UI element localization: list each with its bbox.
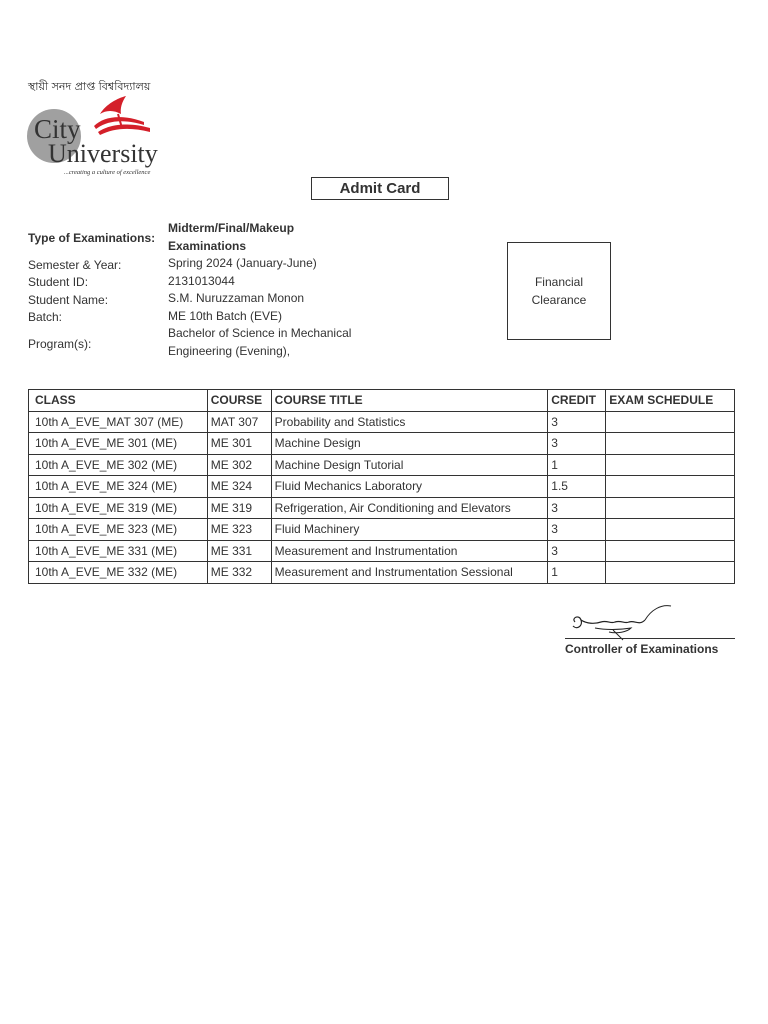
program-value-line2: Engineering (Evening), xyxy=(168,344,291,358)
cell-exam-schedule xyxy=(606,497,735,519)
table-row xyxy=(29,454,735,476)
cell-course: ME 324 xyxy=(207,476,271,498)
student-name-label: Student Name: xyxy=(28,293,109,307)
cell-credit: 1 xyxy=(548,562,606,584)
page-title: Admit Card xyxy=(311,177,449,200)
signature-line xyxy=(565,638,735,639)
financial-clearance-line2: Clearance xyxy=(531,293,587,307)
financial-clearance-box xyxy=(507,242,611,340)
table-row xyxy=(29,562,735,584)
cell-class: 10th A_EVE_MAT 307 (ME) xyxy=(29,411,208,433)
header-class: CLASS xyxy=(29,390,208,412)
student-id-label: Student ID: xyxy=(28,275,89,289)
cell-class: 10th A_EVE_ME 319 (ME) xyxy=(29,497,208,519)
cell-course-title: Measurement and Instrumentation Sessional xyxy=(271,562,548,584)
logo-bird-icon xyxy=(100,96,126,114)
semester-value: Spring 2024 (January-June) xyxy=(168,256,317,270)
course-table xyxy=(28,389,735,584)
cell-course-title: Refrigeration, Air Conditioning and Elevators xyxy=(271,497,548,519)
cell-course-title: Fluid Machinery xyxy=(271,519,548,541)
cell-exam-schedule xyxy=(606,540,735,562)
student-name-value: S.M. Nuruzzaman Monon xyxy=(168,291,305,305)
header-exam-schedule: EXAM SCHEDULE xyxy=(606,390,735,412)
table-row xyxy=(29,476,735,498)
cell-credit: 1 xyxy=(548,454,606,476)
cell-class: 10th A_EVE_ME 301 (ME) xyxy=(29,433,208,455)
signature-label: Controller of Examinations xyxy=(565,642,719,656)
header-credit: CREDIT xyxy=(548,390,606,412)
cell-class: 10th A_EVE_ME 323 (ME) xyxy=(29,519,208,541)
cell-class: 10th A_EVE_ME 324 (ME) xyxy=(29,476,208,498)
logo-text-city: City xyxy=(34,114,81,144)
table-row xyxy=(29,497,735,519)
cell-course-title: Probability and Statistics xyxy=(271,411,548,433)
cell-credit: 3 xyxy=(548,411,606,433)
cell-class: 10th A_EVE_ME 302 (ME) xyxy=(29,454,208,476)
cell-exam-schedule xyxy=(606,476,735,498)
cell-credit: 3 xyxy=(548,433,606,455)
cell-course-title: Machine Design xyxy=(271,433,548,455)
cell-course: ME 332 xyxy=(207,562,271,584)
exam-type-label: Type of Examinations: xyxy=(28,231,156,245)
cell-course: ME 323 xyxy=(207,519,271,541)
table-row xyxy=(29,519,735,541)
cell-exam-schedule xyxy=(606,411,735,433)
cell-credit: 3 xyxy=(548,519,606,541)
cell-class: 10th A_EVE_ME 332 (ME) xyxy=(29,562,208,584)
header-course: COURSE xyxy=(207,390,271,412)
cell-credit: 3 xyxy=(548,497,606,519)
table-row xyxy=(29,411,735,433)
cell-course-title: Measurement and Instrumentation xyxy=(271,540,548,562)
logo-text-university: University xyxy=(48,139,158,168)
cell-credit: 3 xyxy=(548,540,606,562)
cell-exam-schedule xyxy=(606,562,735,584)
cell-course: ME 301 xyxy=(207,433,271,455)
logo-slogan: ...creating a culture of excellence xyxy=(64,169,151,176)
student-id-value: 2131013044 xyxy=(168,273,235,288)
cell-course: MAT 307 xyxy=(207,411,271,433)
financial-clearance-line1: Financial xyxy=(534,275,583,289)
exam-type-value-line1: Midterm/Final/Makeup xyxy=(168,221,295,235)
cell-course-title: Machine Design Tutorial xyxy=(271,454,548,476)
cell-exam-schedule xyxy=(606,433,735,455)
header-course-title: COURSE TITLE xyxy=(271,390,548,412)
table-header-row xyxy=(29,390,735,412)
cell-course-title: Fluid Mechanics Laboratory xyxy=(271,476,548,498)
semester-label: Semester & Year: xyxy=(28,258,122,272)
cell-course: ME 319 xyxy=(207,497,271,519)
program-value-line1: Bachelor of Science in Mechanical xyxy=(168,326,352,340)
cell-exam-schedule xyxy=(606,519,735,541)
cell-exam-schedule xyxy=(606,454,735,476)
cell-course: ME 302 xyxy=(207,454,271,476)
program-label: Program(s): xyxy=(28,337,92,351)
table-row xyxy=(29,433,735,455)
batch-value: ME 10th Batch (EVE) xyxy=(168,308,283,323)
cell-class: 10th A_EVE_ME 331 (ME) xyxy=(29,540,208,562)
bangla-tagline: স্থায়ী সনদ প্রাপ্ত বিশ্ববিদ্যালয় xyxy=(28,80,151,93)
city-university-logo xyxy=(26,92,176,178)
cell-course: ME 331 xyxy=(207,540,271,562)
logo-book-bottom-icon xyxy=(98,125,150,135)
table-row xyxy=(29,540,735,562)
cell-credit: 1.5 xyxy=(548,476,606,498)
exam-type-value-line2: Examinations xyxy=(168,238,247,253)
batch-label: Batch: xyxy=(28,310,63,324)
